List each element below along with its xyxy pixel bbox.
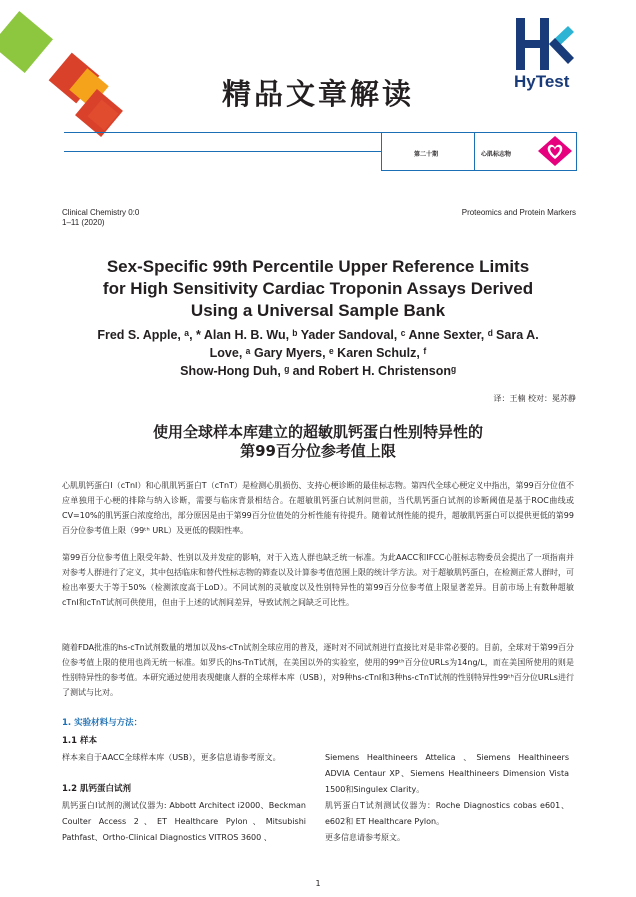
title-line: for High Sensitivity Cardiac Troponin Assays Derived — [102, 279, 534, 298]
body-paragraph: 随着FDA批准的hs-cTn试剂数量的增加以及hs-cTn试剂全球应用的普及，逐时对不同试剂进行直接比对是非常必要的。目前，全球对于第99百分位参考值上限的使用也尚无统一标准。如罗氏的hs-TnT试剂，在美国以外的实验室，使用的99ᵗʰ百分位URLs为14ng/L，而在美国所使用的则是性别特异性的参考值。本研究通过使用表现健康人群的全球样本库（USB），对9种hs-cTnI和3种hs-cTnT试剂的性别特异性99ᵗʰ百分位URLs进行了测试与比对。 — [62, 643, 574, 697]
cn-title-line: 第99百分位参考值上限 — [240, 442, 396, 460]
subsection-text: 样本来自于AACC全球样本库（USB），更多信息请参考原文。 — [62, 753, 281, 762]
authors-line: Fred S. Apple, ᵃ, * Alan H. B. Wu, ᵇ Yader Sandoval, ᶜ Anne Sexter, ᵈ Sara A. — [97, 328, 539, 342]
body-paragraph: 心肌肌钙蛋白I（cTnI）和心肌肌钙蛋白T（cTnT）是检测心肌损伤、支持心梗诊断的最佳标志物。第四代全球心梗定义中指出，第99百分位值不应单独用于心梗的排除与纳入诊断，需要与临床背景相结合。在超敏肌钙蛋白试剂问世前，当代肌钙蛋白试剂的诊断阈值是基于ROC曲线或CV=10%的肌钙蛋白浓度给出，部分原因是由于第99百分位值处的分析性能有待提升。随着试剂性能的提升，超敏肌钙蛋白可以提供更低的第99百分位参考值上限（99ᵗʰ URL）及更低的假阳性率。 — [62, 481, 574, 535]
issue-box — [381, 132, 475, 171]
journal-pages: 1–11 (2020) — [62, 218, 105, 227]
article-title — [40, 256, 596, 322]
section-heading: 1. 实验材料与方法： — [62, 718, 143, 728]
authors-line: Show-Hong Duh, ᵍ and Robert H. Christensonᵍ — [180, 364, 456, 378]
journal-section: Proteomics and Protein Markers — [461, 208, 576, 217]
issue-label: 第二十期 — [414, 151, 439, 158]
heart-icon — [537, 135, 573, 167]
logo-text: HyTest — [514, 72, 570, 91]
header-rule-mid — [64, 151, 381, 152]
corner-squares-decoration — [0, 0, 130, 140]
journal-name: Clinical Chemistry 0:0 — [62, 208, 140, 217]
category-label: 心肌标志物 — [481, 151, 512, 158]
right-column-text: 肌钙蛋白T试剂测试仪器为：Roche Diagnostics cobas e601、e602和 ET Healthcare Pylon。 — [325, 801, 569, 826]
right-column-text: 更多信息请参考原文。 — [325, 833, 405, 842]
page-number: 1 — [315, 879, 321, 888]
right-column-text: Siemens Healthineers Attelica 、Siemens Healthineers ADVIA Centaur XP、Siemens Healthineers Dimension Vista 1500和Singulex Clarity。 — [325, 753, 569, 794]
authors — [60, 326, 576, 380]
subsection-heading: 1.2 肌钙蛋白试剂 — [62, 784, 132, 794]
hytest-logo-icon — [510, 16, 574, 72]
subsection-text: 肌钙蛋白I试剂的测试仪器为: Abbott Architect i2000、Beckman Coulter Access 2、ET Healthcare Pylon、Mitsubishi Pathfast、Ortho-Clinical Diagnostics VITROS 3600 、 — [62, 801, 306, 842]
page-heading: 精品文章解读 — [221, 77, 414, 111]
category-box — [473, 132, 577, 171]
authors-line: Love, ᵃ Gary Myers, ᵉ Karen Schulz, ᶠ — [209, 346, 427, 360]
title-line: Using a Universal Sample Bank — [190, 301, 446, 320]
title-line: Sex-Specific 99th Percentile Upper Reference Limits — [106, 257, 530, 276]
translator-credit: 译：王楠 校对：冕苏静 — [493, 394, 576, 403]
body-paragraph: 第99百分位参考值上限受年龄、性别以及并发症的影响，对于入选人群也缺乏统一标准。为此AACC和IFCC心脏标志物委员会提出了一项指南并对参考人群进行了定义，其中包括临床和替代性标志物的筛查以及计算参考值范围上限的统计学方法。对于超敏肌钙蛋白，在检测正常人群时，可检出率要大于等于50%（检测浓度高于LoD）。不同试剂的灵敏度以及性别特异性的第99百分位参考值上限显著差异。目前市场上有数种超敏cTnI和cTnT试剂可供使用，但由于上述的试剂间差异，导致试剂之间缺乏可比性。 — [62, 553, 574, 607]
subsection-heading: 1.1 样本 — [62, 736, 98, 746]
chinese-title — [0, 423, 636, 461]
cn-title-line: 使用全球样本库建立的超敏肌钙蛋白性别特异性的 — [152, 423, 483, 441]
